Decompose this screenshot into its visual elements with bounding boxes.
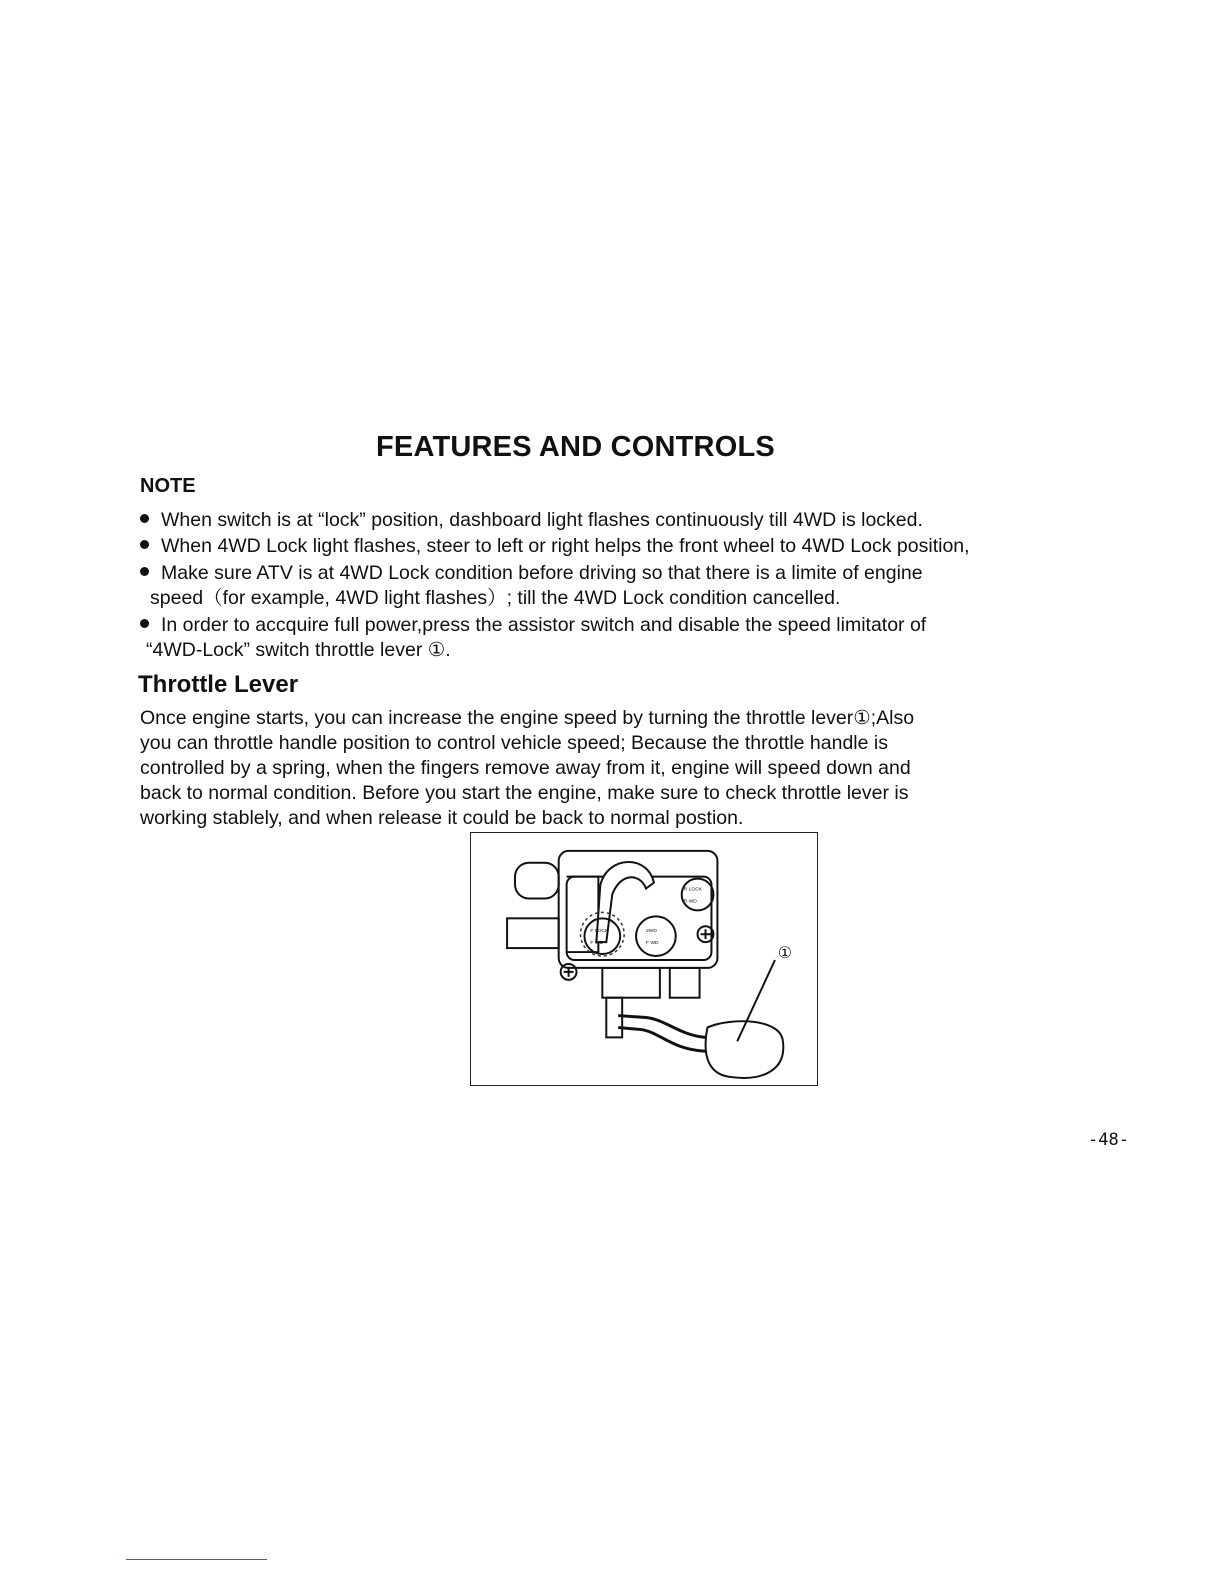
note-item: When 4WD Lock light flashes, steer to left or right helps the front wheel to 4WD Lock position,: [140, 534, 970, 558]
note-item-continuation: speed（for example, 4WD light flashes）; till the 4WD Lock condition cancelled.: [150, 587, 841, 609]
page-number: -48-: [1088, 1130, 1129, 1150]
bullet-icon: [140, 514, 149, 523]
switch-label: F LOCK: [590, 929, 609, 935]
paragraph-line: back to normal condition. Before you start the engine, make sure to check throttle lever is: [140, 782, 909, 804]
bullet-icon: [140, 619, 149, 628]
page-title: FEATURES AND CONTROLS: [376, 431, 775, 463]
section-heading: Throttle Lever: [138, 671, 299, 698]
note-heading: NOTE: [140, 475, 196, 497]
switch-label: F WD: [645, 941, 659, 947]
switch-label: 2WD: [645, 929, 657, 935]
callout-number: ①: [777, 943, 793, 963]
note-item: In order to accquire full power,press the assistor switch and disable the speed limitator of: [140, 613, 926, 637]
bullet-icon: [140, 567, 149, 576]
footer-rule: [126, 1559, 267, 1560]
throttle-lever-figure: [470, 832, 818, 1086]
note-item-continuation: “4WD-Lock” switch throttle lever ①.: [146, 639, 451, 661]
bullet-icon: [140, 540, 149, 549]
switch-label: R LOCK: [683, 887, 703, 893]
paragraph-line: controlled by a spring, when the fingers remove away from it, engine will speed down and: [140, 757, 911, 779]
paragraph-line: Once engine starts, you can increase the engine speed by turning the throttle lever①;Also: [140, 707, 915, 729]
note-item: Make sure ATV is at 4WD Lock condition before driving so that there is a limite of engine: [140, 561, 923, 585]
switch-label: R WD: [683, 899, 697, 905]
throttle-lever-diagram: [471, 833, 817, 1085]
paragraph-line: working stablely, and when release it could be back to normal postion.: [140, 807, 744, 829]
note-item: When switch is at “lock” position, dashboard light flashes continuously till 4WD is locked.: [140, 508, 923, 532]
switch-label: F WD: [590, 941, 604, 947]
paragraph-line: you can throttle handle position to control vehicle speed; Because the throttle handle is: [140, 732, 888, 754]
